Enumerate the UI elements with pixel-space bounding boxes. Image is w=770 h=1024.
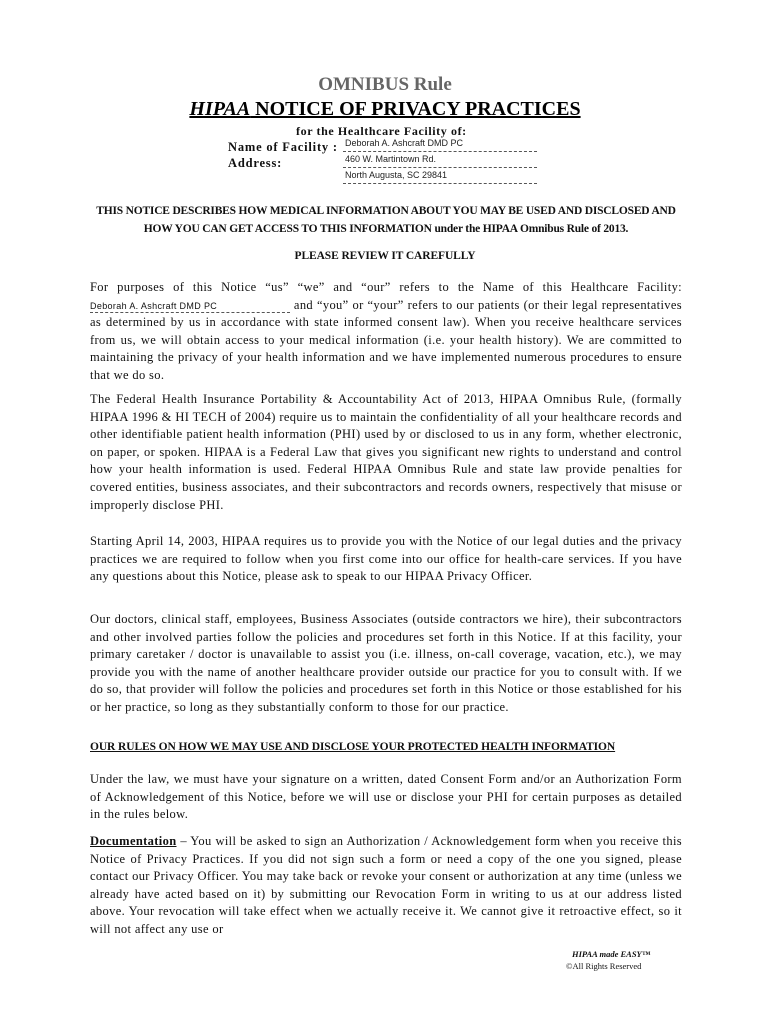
footer-brand: HIPAA made EASY™ (572, 949, 651, 959)
facility-name-field[interactable]: Deborah A. Ashcraft DMD PC (343, 137, 537, 152)
address-line2-field[interactable]: North Augusta, SC 29841 (343, 169, 537, 184)
rules-heading: OUR RULES ON HOW WE MAY USE AND DISCLOSE YOUR PROTECTED HEALTH INFORMATION (90, 741, 616, 753)
paragraph-staff-policies: Our doctors, clinical staff, employees, Business Associates (outside contractors we hire), their subcontractors and other involved parties follow the policies and procedures set forth in this Notice. If at this facility, your primary caretaker / doctor is unavailable to assist you (i.e. illness, on-call coverage, vacation, etc.), we may provide you with the name of another healthcare provider outside our practice for you to consult with. If we do so, that provider will follow the policies and procedures set forth in this Notice or those established for his or her practice, so long as they substantially conform to those for our practice. (90, 612, 682, 714)
facility-for-label: for the Healthcare Facility of: (296, 124, 467, 138)
documentation-text: – You will be asked to sign an Authorization / Acknowledgement form when you receive this Notice of Privacy Practices. If you did not sign such a form or need a copy of the one you signed, please contact our Privacy Officer. You may take back or revoke your consent or authorization at any time (unless we already have acted based on it) by submitting our Revocation Form in writing to us at our address listed above. Your revocation will take effect when we actually receive it. We cannot give it retroactive effect, so it will not affect any use or (90, 834, 682, 936)
review-instruction: PLEASE REVIEW IT CAREFULLY (294, 250, 476, 262)
paragraph-federal-law: The Federal Health Insurance Portability & Accountability Act of 2013, HIPAA Omnibus Rule, (formally HIPAA 1996 & HI TECH of 2004) require us to maintain the confidentiality of all your healthcare records and other identifiable patient health information (PHI) used by or disclosed to us in any form, whether electronic, on paper, or spoken. HIPAA is a Federal Law that gives you significant new rights to understand and control how your health information is used. Federal HIPAA Omnibus Rule and state law provide penalties for covered entities, business associates, and their subcontractors and records owners, respectively that misuse or improperly disclose PHI. (90, 392, 682, 512)
title-hipaa: HIPAA (189, 98, 251, 120)
paragraph-purposes (90, 279, 682, 385)
footer-copyright: ©All Rights Reserved (566, 961, 642, 971)
notice-statement: THIS NOTICE DESCRIBES HOW MEDICAL INFORMATION ABOUT YOU MAY BE USED AND DISCLOSED AND HOW YOU CAN GET ACCESS TO THIS INFORMATION under the HIPAA Omnibus Rule of 2013. (96, 205, 676, 235)
paragraph-documentation (90, 833, 682, 939)
paragraph-consent-form: Under the law, we must have your signature on a written, dated Consent Form and/or an Authorization Form of Acknowledgement of this Notice, before we will use or disclose your PHI for certain purposes as detailed in the rules below. (90, 772, 682, 822)
paragraph-notice-duties: Starting April 14, 2003, HIPAA requires us to provide you with the Notice of our legal duties and the privacy practices we are required to follow when you first come into our office for health-care services. If you have any questions about this Notice, please ask to speak to our HIPAA Privacy Officer. (90, 534, 682, 584)
documentation-term: Documentation (90, 834, 177, 848)
document-title (0, 98, 770, 121)
paragraph-purposes-end: and “you” or “your” refers to our patients (or their legal representatives as determined by us in accordance with state informed consent law). When you receive healthcare services from us, we will obtain access to your medical information (i.e. your health history). We are committed to maintaining the privacy of your health information and we have implemented numerous procedures to ensure that we do so. (90, 297, 682, 382)
facility-name-label: Name of Facility : (228, 140, 338, 154)
address-line1-field[interactable]: 460 W. Martintown Rd. (343, 153, 537, 168)
address-label: Address: (228, 156, 283, 170)
title-rest: NOTICE OF PRIVACY PRACTICES (250, 98, 581, 120)
document-subtitle: OMNIBUS Rule (318, 74, 452, 95)
paragraph-purposes-start: For purposes of this Notice “us” “we” and “our” refers to the Name of this Healthcare Facility: (90, 280, 682, 294)
facility-name-inline-field[interactable]: Deborah A. Ashcraft DMD PC (90, 301, 290, 313)
